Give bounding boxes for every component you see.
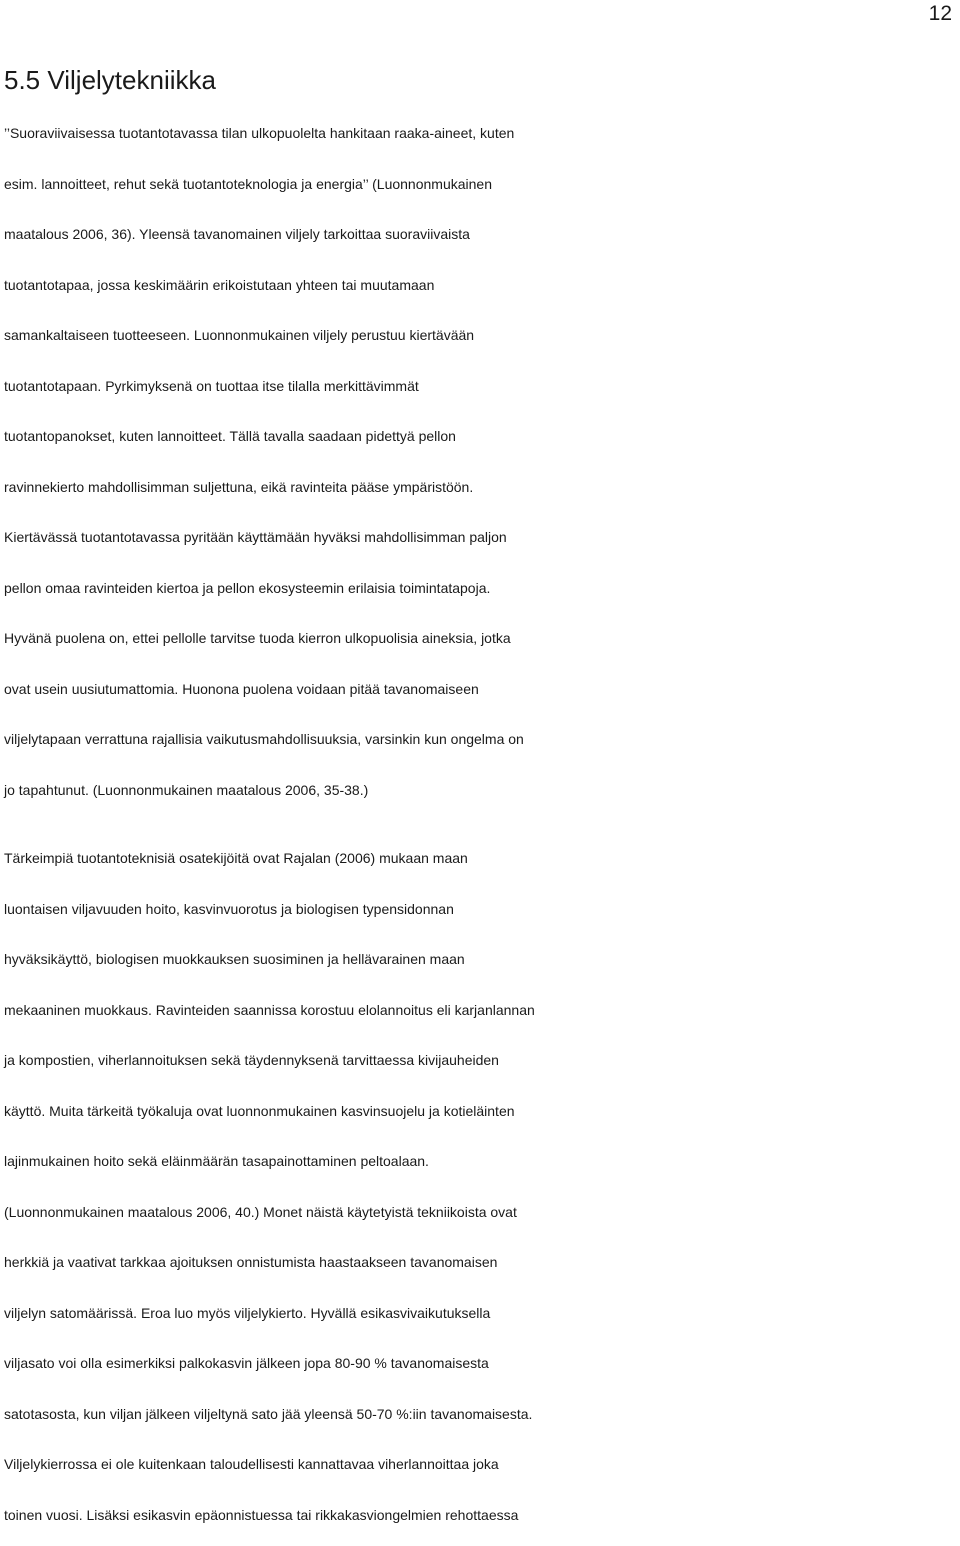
text-line: (Luonnonmukainen maatalous 2006, 40.) Monet näistä käytetyistä tekniikoista ovat (4, 1203, 517, 1220)
text-line: ’’Suoraviivaisessa tuotantotavassa tilan ulkopuolelta hankitaan raaka-aineet, kuten (4, 125, 515, 141)
document-body (4, 60, 956, 1540)
text-line: toinen vuosi. Lisäksi esikasvin epäonnistuessa tai rikkakasviongelmien rehottaessa (4, 1506, 519, 1523)
text-line: Hyvänä puolena on, ettei pellolle tarvitse tuoda kierron ulkopuolisia aineksia, jotka (4, 630, 511, 646)
text-line: lajinmukainen hoito sekä eläinmäärän tasapainottaminen peltoalaan. (4, 1153, 429, 1169)
text-line: mekaaninen muokkaus. Ravinteiden saannissa korostuu elolannoitus eli karjanlannan (4, 1001, 535, 1018)
text-line: luontaisen viljavuuden hoito, kasvinvuorotus ja biologisen typensidonnan (4, 900, 454, 917)
text-line: pellon omaa ravinteiden kiertoa ja pellon ekosysteemin erilaisia toimintatapoja. (4, 579, 491, 596)
text-line: Viljelykierrossa ei ole kuitenkaan taloudellisesti kannattavaa viherlannoittaa joka (4, 1456, 499, 1472)
text-line: esim. lannoitteet, rehut sekä tuotantoteknologia ja energia’’ (Luonnonmukainen (4, 175, 492, 192)
text-line: tuotantotapaa, jossa keskimäärin erikoistutaan yhteen tai muutamaan (4, 276, 435, 293)
text-line: hyväksikäyttö, biologisen muokkauksen suosiminen ja hellävarainen maan (4, 951, 465, 967)
text-line: ovat usein uusiutumattomia. Huonona puolena voidaan pitää tavanomaiseen (4, 680, 479, 697)
text-line: käyttö. Muita tärkeitä työkaluja ovat luonnonmukainen kasvinsuojelu ja kotieläinten (4, 1102, 515, 1119)
text-line: herkkiä ja vaativat tarkkaa ajoituksen onnistumista haastaakseen tavanomaisen (4, 1254, 498, 1270)
paragraph-2 (4, 833, 956, 1540)
text-line: viljelyn satomäärissä. Eroa luo myös viljelykierto. Hyvällä esikasvivaikutuksella (4, 1304, 491, 1321)
text-line: ja kompostien, viherlannoituksen sekä täydennyksenä tarvittaessa kivijauheiden (4, 1052, 499, 1068)
text-line: ravinnekierto mahdollisimman suljettuna, eikä ravinteita pääse ympäristöön. (4, 478, 474, 495)
text-line: jo tapahtunut. (Luonnonmukainen maatalous 2006, 35-38.) (4, 781, 369, 798)
text-line: maatalous 2006, 36). Yleensä tavanomainen viljely tarkoittaa suoraviivaista (4, 226, 470, 242)
text-line: viljelytapaan verrattuna rajallisia vaikutusmahdollisuuksia, varsinkin kun ongelma on (4, 731, 524, 747)
section-heading: 5.5 Viljelytekniikka (4, 65, 216, 95)
text-line: satotasosta, kun viljan jälkeen viljeltynä sato jää yleensä 50-70 %:iin tavanomaisesta. (4, 1405, 533, 1422)
text-line: tuotantopanokset, kuten lannoitteet. Tällä tavalla saadaan pidettyä pellon (4, 428, 456, 444)
page-number: 12 (928, 2, 952, 25)
text-line: viljasato voi olla esimerkiksi palkokasvin jälkeen jopa 80-90 % tavanomaisesta (4, 1355, 489, 1371)
paragraph-1 (4, 108, 956, 815)
text-line: samankaltaiseen tuotteeseen. Luonnonmukainen viljely perustuu kiertävään (4, 327, 475, 343)
text-line: Kiertävässä tuotantotavassa pyritään käyttämään hyväksi mahdollisimman paljon (4, 529, 507, 545)
text-line: tuotantotapaan. Pyrkimyksenä on tuottaa itse tilalla merkittävimmät (4, 377, 419, 394)
text-line: Tärkeimpiä tuotantoteknisiä osatekijöitä ovat Rajalan (2006) mukaan maan (4, 850, 468, 866)
